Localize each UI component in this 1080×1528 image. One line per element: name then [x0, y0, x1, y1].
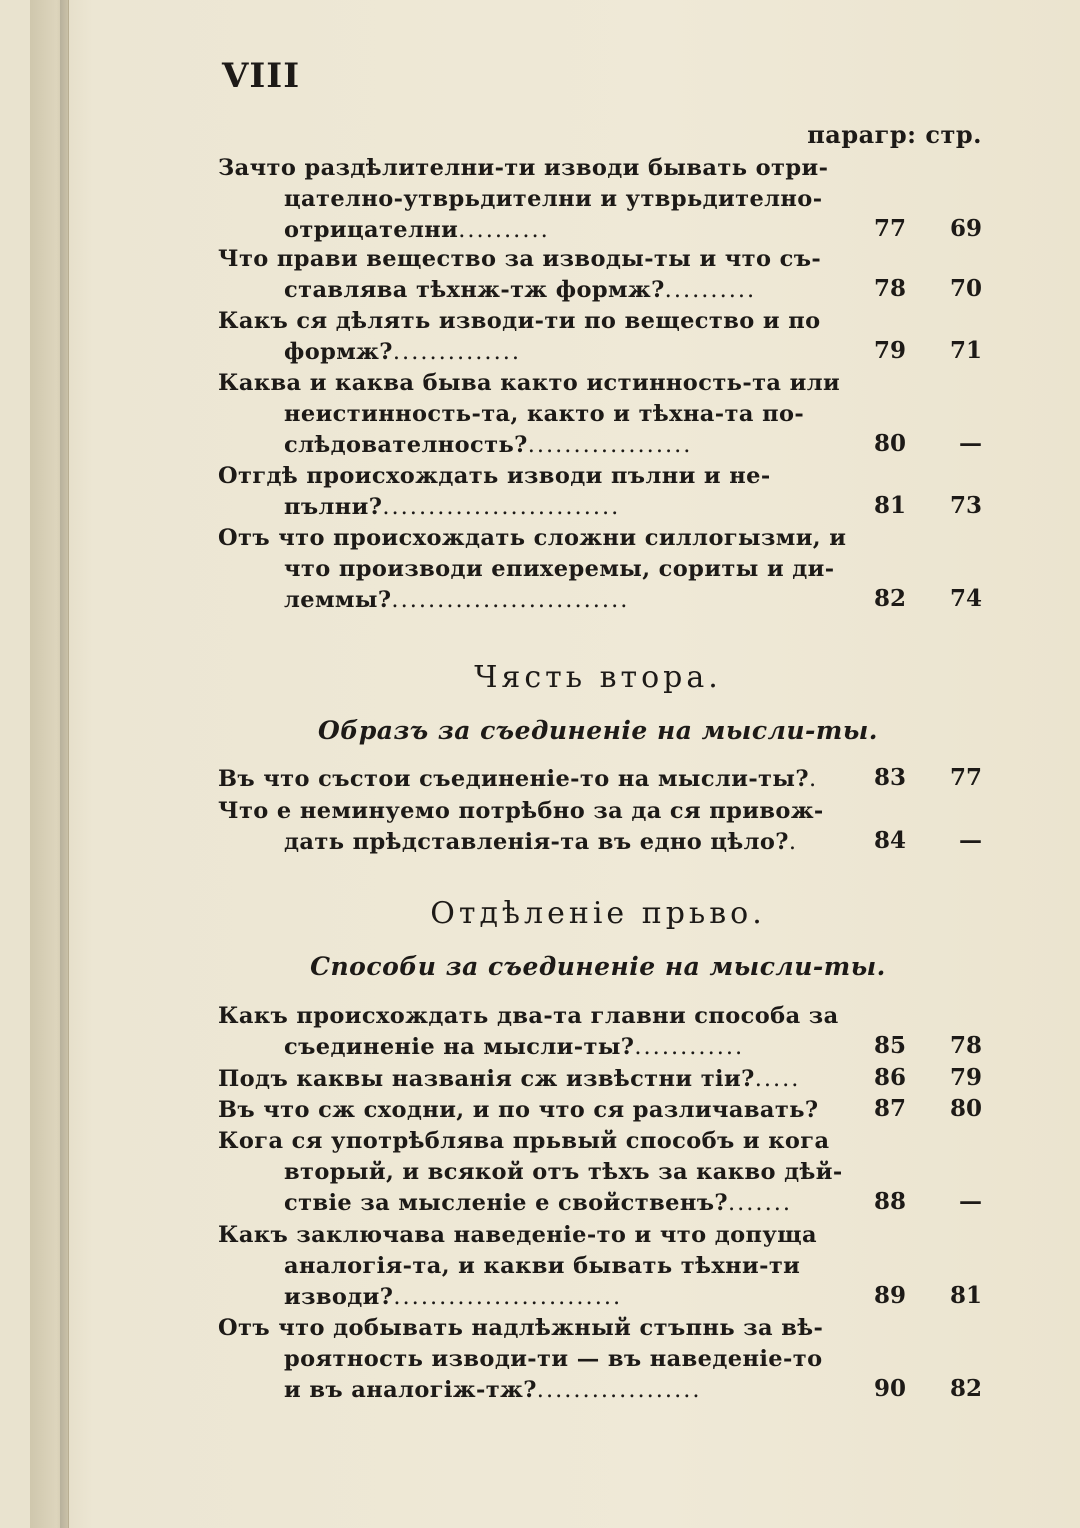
leader-dots: .: [808, 766, 819, 792]
page-ref: 70: [949, 275, 982, 302]
column-header: парагр: стр.: [807, 120, 982, 149]
entry-line: ствіе за мысленіе е свойственъ?.......: [284, 1190, 793, 1216]
leader-dots: ..........: [664, 277, 757, 303]
paragraph-number: 77: [873, 215, 906, 242]
toc-entry: [218, 1313, 836, 1406]
entry-line: Какъ ся дѣлять изводи-ти по вещество и по: [218, 308, 821, 334]
entry-line: и въ аналогіж-тж?..................: [284, 1377, 702, 1403]
leader-dots: ............: [634, 1034, 745, 1060]
leader-dots: .: [788, 829, 799, 855]
paragraph-number: 81: [873, 492, 906, 519]
toc-entry: [218, 1001, 839, 1063]
entry-line: Отгдѣ происхождать изводи пълни и не-: [218, 463, 771, 489]
page-ref: 80: [949, 1095, 982, 1122]
leader-dots: .......: [727, 1190, 793, 1216]
leader-dots: ..................: [527, 432, 693, 458]
paragraph-number: 85: [873, 1032, 906, 1059]
page-ref: 82: [949, 1375, 982, 1402]
page-ref: —: [959, 430, 982, 457]
entry-line: пълни?..........................: [284, 494, 621, 520]
page-number: VIII: [222, 56, 301, 96]
page-ref: 81: [949, 1282, 982, 1309]
entry-line: Отъ что происхождать сложни силлогызми, и: [218, 525, 847, 551]
entry-line: Какъ заключава наведеніе-то и что допуща: [218, 1222, 817, 1248]
entry-line: Въ что състои съединеніе-то на мысли-ты?.: [218, 766, 819, 792]
entry-line: Что прави вещество за изводы-ты и что съ-: [218, 246, 822, 272]
page-ref: —: [959, 827, 982, 854]
division-subheading: Способи за съединеніе на мысли-ты.: [310, 952, 886, 981]
leader-dots: .....: [754, 1066, 801, 1092]
toc-entry: [218, 461, 836, 523]
leader-dots: ..........: [458, 217, 550, 243]
leader-dots: ..........................: [382, 494, 621, 520]
entry-line: изводи?.........................: [284, 1284, 623, 1310]
entry-line: вторый, и всякой отъ тѣхъ за какво дѣй-: [284, 1159, 843, 1185]
entry-line: роятность изводи-ти — въ наведеніе-то: [284, 1346, 823, 1372]
entry-line: цателно-утврьдителни и утврьдително-: [284, 186, 823, 212]
paragraph-number: 78: [873, 275, 906, 302]
leader-dots: ..............: [392, 339, 522, 365]
entry-line: ставлява тѣхнж-тж формж?..........: [284, 277, 757, 303]
paragraph-number: 84: [873, 827, 906, 854]
paragraph-number: 90: [873, 1375, 906, 1402]
part-subheading: Образъ за съединеніе на мысли-ты.: [317, 716, 879, 745]
paragraph-number: 82: [873, 585, 906, 612]
entry-line: Въ что сж сходни, и по что ся различавать?: [218, 1097, 819, 1123]
page-ref: —: [959, 1188, 982, 1215]
entry-line: неистинность-та, както и тѣхна-та по-: [284, 401, 805, 427]
toc-entry: [218, 368, 841, 461]
toc-entry: [218, 523, 847, 616]
page-ref: 79: [949, 1064, 982, 1091]
toc-entry: [218, 306, 836, 368]
paragraph-number: 87: [873, 1095, 906, 1122]
part-heading: Чясть втора.: [474, 660, 722, 695]
entry-line: Что е неминуемо потрѣбно за да ся привож-: [218, 798, 824, 824]
page-ref: 74: [949, 585, 982, 612]
entry-line: Кога ся употрѣблява прьвый способъ и кога: [218, 1128, 830, 1154]
page-ref: 77: [949, 764, 982, 791]
entry-line: слѣдователность?..................: [284, 432, 693, 458]
toc-entry: [218, 764, 836, 795]
page-fold-shadow: [60, 0, 68, 1528]
toc-entry: [218, 1064, 836, 1095]
page-ref: 73: [949, 492, 982, 519]
entry-line: Отъ что добывать надлѣжный стъпнь за вѣ-: [218, 1315, 824, 1341]
entry-line: Какъ происхождать два-та главни способа за: [218, 1003, 839, 1029]
leader-dots: .........................: [393, 1284, 623, 1310]
entry-line: что производи епихеремы, сориты и ди-: [284, 556, 835, 582]
page-ref: 78: [949, 1032, 982, 1059]
entry-line: дать прѣдставленія-та въ едно цѣло?.: [284, 829, 799, 855]
toc-entry: [218, 1126, 843, 1219]
toc-entry: [218, 244, 836, 306]
paragraph-number: 89: [873, 1282, 906, 1309]
paragraph-number: 80: [873, 430, 906, 457]
page-ref: 71: [949, 337, 982, 364]
entry-line: Подъ каквы названія сж извѣстни тіи?.....: [218, 1066, 801, 1092]
entry-line: Зачто раздѣлителни-ти изводи бывать отри-: [218, 155, 829, 181]
entry-line: формж?..............: [284, 339, 522, 365]
leader-dots: ..........................: [391, 587, 630, 613]
entry-line: отрицателни..........: [284, 217, 550, 243]
paragraph-number: 79: [873, 337, 906, 364]
paragraph-number: 88: [873, 1188, 906, 1215]
paragraph-number: 86: [873, 1064, 906, 1091]
entry-line: Каква и каква быва както истинность-та или: [218, 370, 841, 396]
division-heading: Отдѣленіе прьво.: [430, 896, 766, 931]
leader-dots: ..................: [536, 1377, 702, 1403]
toc-entry: [218, 796, 836, 858]
toc-entry: [218, 153, 836, 246]
toc-entry: [218, 1095, 836, 1126]
paragraph-number: 83: [873, 764, 906, 791]
entry-line: съединеніе на мысли-ты?............: [284, 1034, 745, 1060]
entry-line: аналогія-та, и какви бывать тѣхни-ти: [284, 1253, 801, 1279]
toc-entry: [218, 1220, 836, 1313]
page-ref: 69: [949, 215, 982, 242]
entry-line: леммы?..........................: [284, 587, 630, 613]
